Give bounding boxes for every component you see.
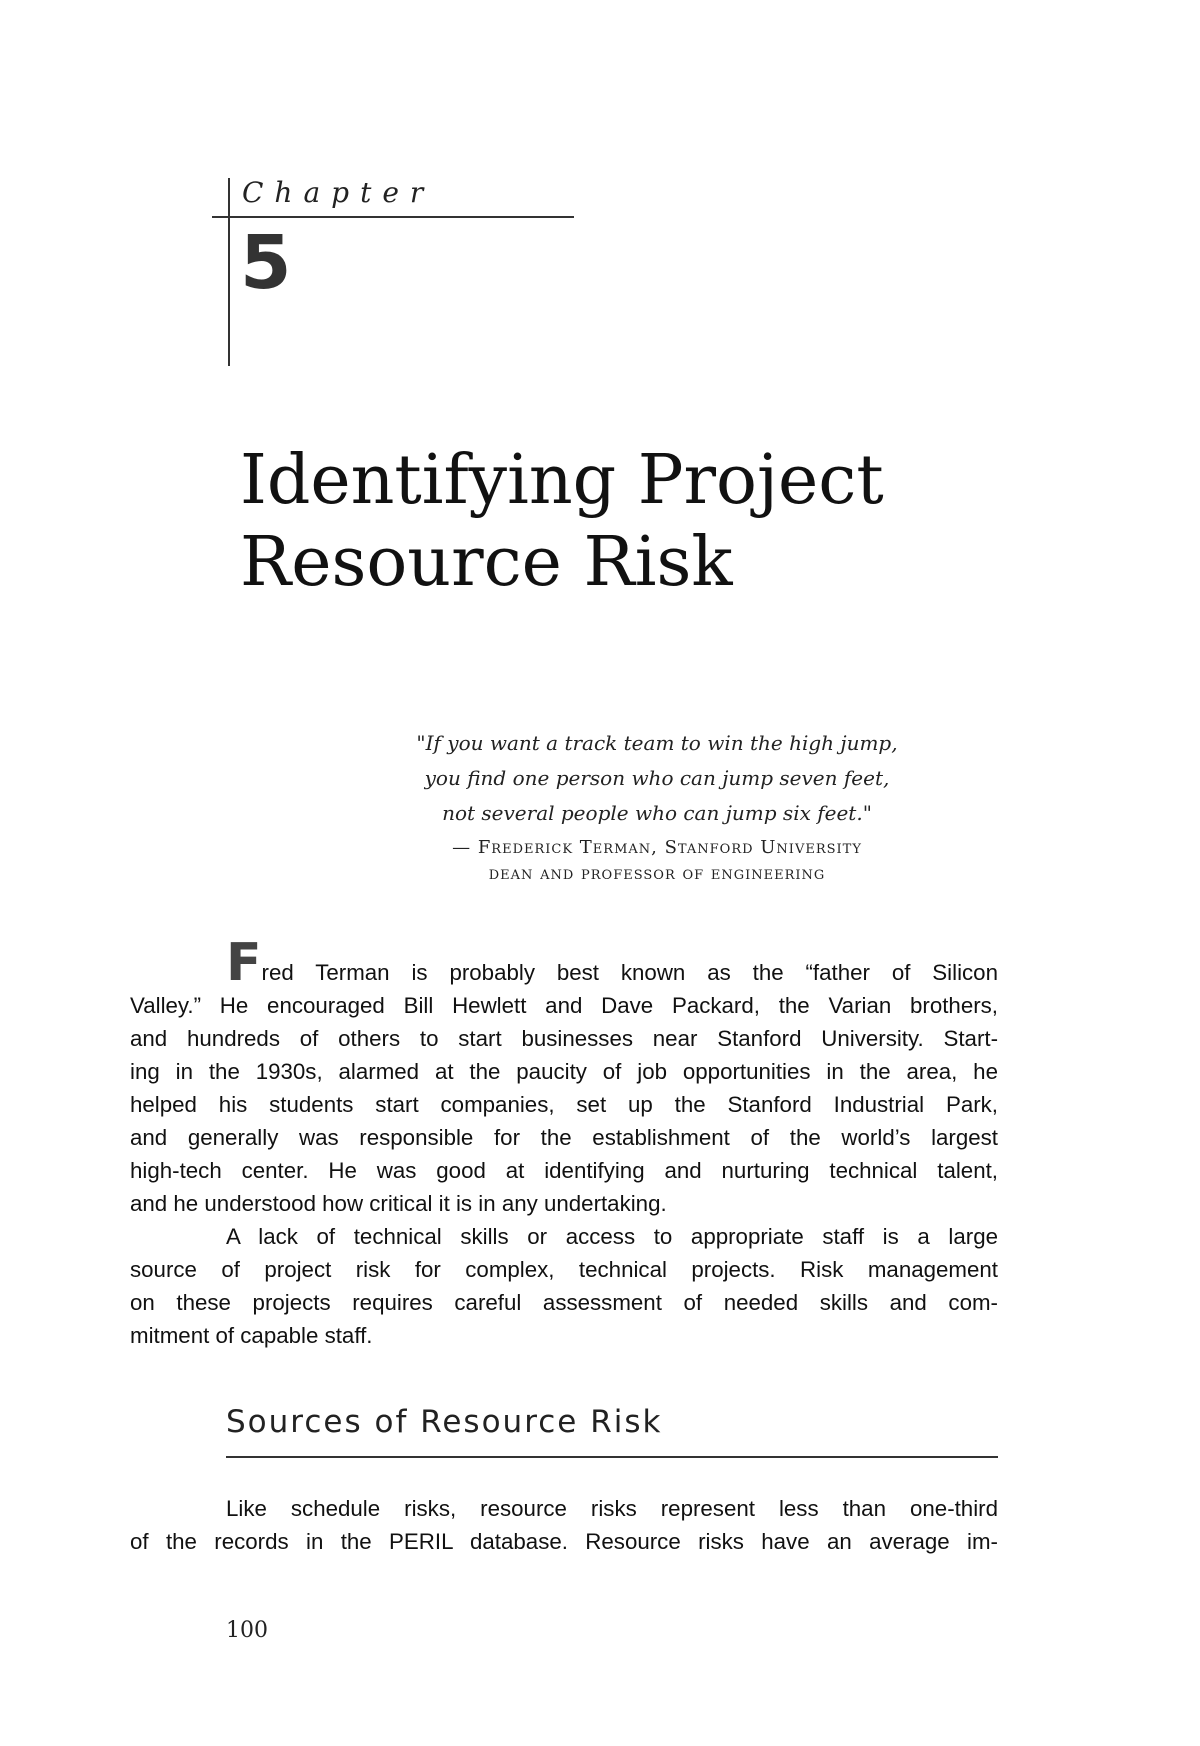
section-rule (226, 1456, 998, 1458)
body-line (130, 933, 998, 993)
body-line: of the records in the PERIL database. Resource risks have an average im- (130, 1529, 998, 1554)
body-line-text: red Terman is probably best known as the “father of Silicon (261, 960, 998, 985)
epigraph-line: you find one person who can jump seven feet, (424, 766, 890, 790)
body-line: high-tech center. He was good at identifying and nurturing technical talent, (130, 1158, 998, 1183)
body-paragraph (130, 1492, 998, 1558)
section-body (130, 1492, 998, 1558)
chapter-horizontal-rule (212, 216, 574, 218)
chapter-label: Chapter (242, 176, 435, 209)
drop-cap: F (226, 933, 262, 993)
body-line: on these projects requires careful assessment of needed skills and com- (130, 1290, 998, 1315)
page-number: 100 (226, 1618, 268, 1643)
epigraph-attribution-role: dean and professor of engineering (488, 863, 826, 884)
body-line: ing in the 1930s, alarmed at the paucity of job opportunities in the area, he (130, 1059, 998, 1084)
chapter-title-line: Identifying Project (240, 441, 884, 520)
body-line: Valley.” He encouraged Bill Hewlett and Dave Packard, the Varian brothers, (130, 993, 998, 1018)
body-line: helped his students start companies, set up the Stanford Industrial Park, (130, 1092, 998, 1117)
body-line: source of project risk for complex, technical projects. Risk management (130, 1257, 998, 1282)
chapter-number: 5 (240, 220, 292, 306)
body-line: Like schedule risks, resource risks represent less than one-third (226, 1496, 998, 1521)
body-line: mitment of capable staff. (130, 1323, 373, 1348)
body-line: and he understood how critical it is in any undertaking. (130, 1191, 667, 1216)
body-line: A lack of technical skills or access to appropriate staff is a large (226, 1224, 998, 1249)
section-heading: Sources of Resource Risk (226, 1404, 663, 1440)
chapter-title (240, 440, 1060, 604)
body-line: and generally was responsible for the establishment of the world’s largest (130, 1125, 998, 1150)
chapter-title-line: Resource Risk (240, 523, 733, 602)
chapter-vertical-rule (228, 178, 230, 366)
body-paragraph (130, 1220, 998, 1352)
epigraph-attribution: — Frederick Terman, Stanford University (452, 837, 862, 858)
epigraph (0, 726, 1200, 887)
chapter-body (130, 933, 998, 1352)
body-line: and hundreds of others to start businesses near Stanford University. Start- (130, 1026, 998, 1051)
epigraph-line: "If you want a track team to win the high jump, (416, 731, 898, 755)
epigraph-line: not several people who can jump six feet." (442, 801, 872, 825)
body-paragraph (130, 933, 998, 1220)
